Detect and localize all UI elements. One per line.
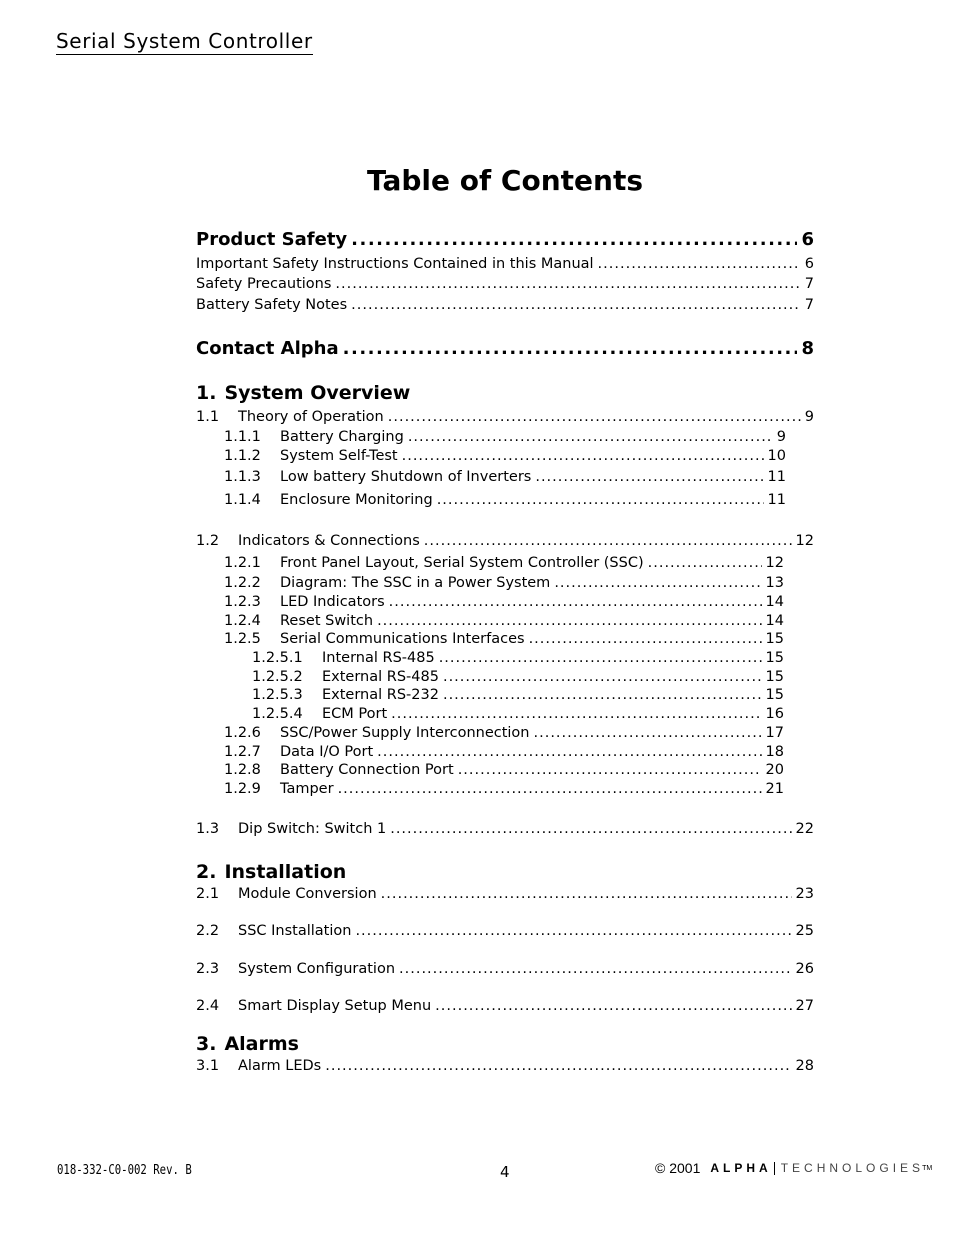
leader-dots [424, 532, 792, 550]
toc-entry-safety-precautions[interactable] [196, 275, 814, 293]
section-number: 1.1.3 [224, 469, 261, 485]
toc-entry-page: 15 [765, 669, 784, 685]
toc-entry-title: Important Safety Instructions Contained in this Manual [196, 256, 594, 272]
chapter-heading-2[interactable] [196, 861, 346, 883]
section-number: 1.1.1 [224, 429, 261, 445]
toc-entry-1-1-1[interactable] [224, 428, 786, 446]
section-number: 1.2.1 [224, 555, 261, 571]
toc-entry-1-2-5-4[interactable] [252, 705, 784, 723]
chapter-heading-1[interactable] [196, 382, 410, 404]
leader-dots [443, 668, 762, 686]
toc-entry-page: 9 [776, 429, 786, 445]
toc-entry-title: Enclosure Monitoring [280, 492, 433, 508]
toc-entry-title: Safety Precautions [196, 276, 332, 292]
toc-entry-page: 21 [765, 781, 784, 797]
logo-brand: ALPHA [710, 1161, 772, 1175]
toc-entry-page: 22 [795, 821, 814, 837]
toc-entry-page: 20 [765, 762, 784, 778]
toc-entry-title: Contact Alpha [196, 338, 339, 359]
section-number: 1.2.8 [224, 762, 261, 778]
section-number: 2.2 [196, 923, 220, 939]
leader-dots [351, 229, 797, 251]
toc-entry-1-1-4[interactable] [224, 491, 786, 509]
leader-dots [355, 922, 791, 940]
leader-dots [381, 885, 792, 903]
leader-dots [335, 275, 800, 293]
toc-entry-1-3[interactable] [196, 820, 814, 838]
toc-entry-1-2[interactable] [196, 532, 814, 550]
toc-entry-3-1[interactable] [196, 1057, 814, 1075]
section-number: 1.2.5.4 [252, 706, 303, 722]
leader-dots [529, 630, 762, 648]
toc-entry-2-2[interactable] [196, 922, 814, 940]
toc-entry-title: Module Conversion [238, 886, 377, 902]
leader-dots [598, 255, 801, 273]
toc-entry-1-2-7[interactable] [224, 743, 784, 761]
toc-entry-page: 13 [765, 575, 784, 591]
toc-entry-title: Product Safety [196, 229, 348, 250]
leader-dots [338, 780, 762, 798]
toc-entry-page: 16 [765, 706, 784, 722]
section-number: 1.2.4 [224, 613, 261, 629]
section-number: 1.1.4 [224, 492, 261, 508]
section-number: 1.2.5.1 [252, 650, 303, 666]
toc-entry-1-2-3[interactable] [224, 593, 784, 611]
toc-entry-1-2-5-3[interactable] [252, 686, 784, 704]
section-number: 1.2.5 [224, 631, 261, 647]
toc-entry-title: Battery Charging [280, 429, 404, 445]
toc-entry-title: Data I/O Port [280, 744, 374, 760]
leader-dots [443, 686, 762, 704]
toc-entry-1-2-6[interactable] [224, 724, 784, 742]
leader-dots [391, 705, 761, 723]
section-number: 2.1 [196, 886, 220, 902]
toc-entry-1-2-1[interactable] [224, 554, 784, 572]
section-number: 1.1 [196, 409, 220, 425]
toc-entry-page: 23 [795, 886, 814, 902]
toc-entry-page: 27 [795, 998, 814, 1014]
section-number: 1.2.5.3 [252, 687, 303, 703]
toc-entry-product-safety[interactable] [196, 229, 814, 251]
running-header: Serial System Controller [56, 29, 313, 53]
chapter-title: System Overview [224, 382, 411, 404]
toc-entry-page: 15 [765, 687, 784, 703]
toc-entry-page: 15 [765, 631, 784, 647]
leader-dots [351, 296, 801, 314]
section-number: 1.2.6 [224, 725, 261, 741]
toc-entry-page: 26 [795, 961, 814, 977]
page-title: Table of Contents [366, 164, 643, 197]
leader-dots [390, 820, 791, 838]
leader-dots [534, 724, 762, 742]
leader-dots [458, 761, 762, 779]
toc-entry-title: System Configuration [238, 961, 396, 977]
toc-entry-page: 15 [765, 650, 784, 666]
trademark-mark: TM [922, 1164, 933, 1172]
leader-dots [388, 408, 801, 426]
toc-entry-page: 7 [804, 276, 814, 292]
toc-entry-2-1[interactable] [196, 885, 814, 903]
page-number: 4 [500, 1163, 510, 1181]
section-number: 1.2.3 [224, 594, 261, 610]
leader-dots [439, 649, 762, 667]
toc-entry-title: SSC Installation [238, 923, 352, 939]
toc-entry-title: Battery Safety Notes [196, 297, 348, 313]
toc-entry-title: Front Panel Layout, Serial System Controller (SSC) [280, 555, 644, 571]
leader-dots [399, 960, 792, 978]
chapter-number: 1. [196, 382, 217, 404]
section-number: 1.2.5.2 [252, 669, 303, 685]
toc-entry-title: Dip Switch: Switch 1 [238, 821, 387, 837]
toc-entry-title: Indicators & Connections [238, 533, 420, 549]
leader-dots [402, 447, 764, 465]
section-number: 1.3 [196, 821, 220, 837]
toc-entry-title: Diagram: The SSC in a Power System [280, 575, 551, 591]
toc-entry-title: Smart Display Setup Menu [238, 998, 432, 1014]
toc-entry-page: 10 [767, 448, 786, 464]
footer-copyright [655, 1160, 932, 1176]
toc-entry-important-safety[interactable] [196, 255, 814, 273]
leader-dots [648, 554, 762, 572]
toc-entry-page: 28 [795, 1058, 814, 1074]
toc-entry-page: 9 [804, 409, 814, 425]
toc-entry-title: Battery Connection Port [280, 762, 454, 778]
section-number: 1.2.9 [224, 781, 261, 797]
toc-entry-page: 6 [804, 256, 814, 272]
toc-entry-title: Reset Switch [280, 613, 374, 629]
toc-entry-page: 12 [795, 533, 814, 549]
leader-dots [343, 338, 798, 360]
logo-rest: TECHNOLOGIES [780, 1161, 925, 1175]
section-number: 3.1 [196, 1058, 220, 1074]
toc-entry-page: 11 [767, 469, 786, 485]
section-number: 2.4 [196, 998, 220, 1014]
toc-entry-1-1-3[interactable] [224, 468, 786, 486]
toc-entry-1-2-5[interactable] [224, 630, 784, 648]
toc-entry-1-2-4[interactable] [224, 612, 784, 630]
toc-entry-page: 7 [804, 297, 814, 313]
chapter-title: Installation [224, 861, 347, 883]
toc-entry-title: Serial Communications Interfaces [280, 631, 525, 647]
toc-entry-page: 14 [765, 594, 784, 610]
toc-entry-1-2-9[interactable] [224, 780, 784, 798]
section-number: 1.2 [196, 533, 220, 549]
toc-entry-1-2-5-1[interactable] [252, 649, 784, 667]
section-number: 1.2.7 [224, 744, 261, 760]
toc-entry-title: External RS-232 [322, 687, 439, 703]
leader-dots [325, 1057, 791, 1075]
toc-entry-1-1[interactable] [196, 408, 814, 426]
toc-entry-2-3[interactable] [196, 960, 814, 978]
section-number: 2.3 [196, 961, 220, 977]
toc-entry-contact-alpha[interactable] [196, 338, 814, 360]
leader-dots [535, 468, 763, 486]
chapter-number: 2. [196, 861, 217, 883]
toc-entry-title: Theory of Operation [238, 409, 384, 425]
toc-entry-title: SSC/Power Supply Interconnection [280, 725, 530, 741]
toc-entry-page: 14 [765, 613, 784, 629]
leader-dots [389, 593, 762, 611]
toc-entry-title: Low battery Shutdown of Inverters [280, 469, 532, 485]
document-number: 018-332-C0-002 Rev. B [57, 1163, 192, 1178]
leader-dots [377, 612, 761, 630]
leader-dots [408, 428, 773, 446]
toc-entry-title: System Self-Test [280, 448, 398, 464]
leader-dots [437, 491, 764, 509]
chapter-heading-3[interactable] [196, 1033, 299, 1055]
leader-dots [377, 743, 761, 761]
toc-entry-title: Internal RS-485 [322, 650, 435, 666]
leader-dots [435, 997, 791, 1015]
toc-entry-page: 8 [801, 338, 814, 359]
chapter-number: 3. [196, 1033, 217, 1055]
toc-entry-2-4[interactable] [196, 997, 814, 1015]
toc-entry-page: 11 [767, 492, 786, 508]
toc-entry-title: ECM Port [322, 706, 388, 722]
toc-entry-title: External RS-485 [322, 669, 439, 685]
toc-entry-1-1-2[interactable] [224, 447, 786, 465]
copyright-text: © 2001 [655, 1160, 701, 1176]
toc-entry-title: Tamper [280, 781, 334, 797]
toc-entry-page: 18 [765, 744, 784, 760]
toc-entry-page: 25 [795, 923, 814, 939]
toc-entry-battery-safety[interactable] [196, 296, 814, 314]
section-number: 1.1.2 [224, 448, 261, 464]
toc-entry-page: 12 [765, 555, 784, 571]
toc-entry-1-2-8[interactable] [224, 761, 784, 779]
toc-entry-1-2-2[interactable] [224, 574, 784, 592]
leader-dots [554, 574, 761, 592]
section-number: 1.2.2 [224, 575, 261, 591]
toc-entry-page: 17 [765, 725, 784, 741]
alpha-technologies-logo [710, 1161, 932, 1175]
toc-entry-1-2-5-2[interactable] [252, 668, 784, 686]
toc-entry-title: LED Indicators [280, 594, 385, 610]
chapter-title: Alarms [224, 1033, 299, 1055]
logo-divider [774, 1162, 775, 1175]
toc-entry-title: Alarm LEDs [238, 1058, 322, 1074]
toc-entry-page: 6 [801, 229, 814, 250]
